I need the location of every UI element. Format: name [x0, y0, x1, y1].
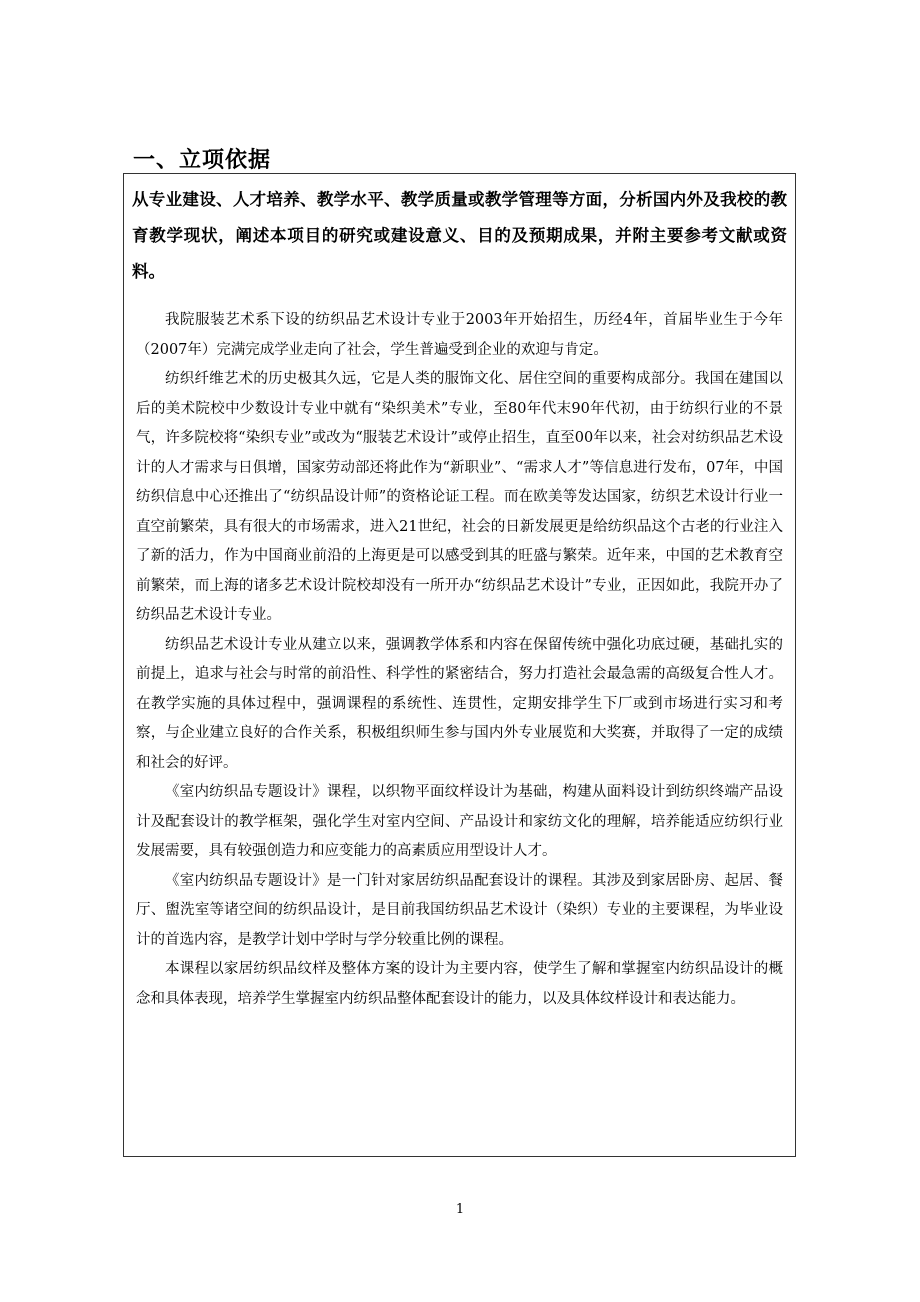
- paragraph-5: 《室内纺织品专题设计》是一门针对家居纺织品配套设计的课程。其涉及到家居卧房、起居、餐厅、盥洗室等诸空间的纺织品设计，是目前我国纺织品艺术设计（染织）专业的主要课程，为毕业设计的首选内容，是教学计划中学时与学分较重比例的课程。: [136, 872, 783, 948]
- page-number: 1: [455, 1202, 465, 1217]
- paragraph-2: 纺织纤维艺术的历史极其久远，它是人类的服饰文化、居住空间的重要构成部分。我国在建国以后的美术院校中少数设计专业中就有“染织美术”专业，至80年代末90年代初，由于纺织行业的不景气，许多院校将“染织专业”或改为“服装艺术设计”或停止招生，直至00年以来，社会对纺织品艺术设计的人才需求与日俱增，国家劳动部还将此作为“新职业”、“需求人才”等信息进行发布，07年，中国纺织信息中心还推出了“纺织品设计师”的资格论证工程。而在欧美等发达国家，纺织艺术设计行业一直空前繁荣，具有很大的市场需求，进入21世纪，社会的日新发展更是给纺织品这个古老的行业注入了新的活力，作为中国商业前沿的上海更是可以感受到其的旺盛与繁荣。近年来，中国的艺术教育空前繁荣，而上海的诸多艺术设计院校却没有一所开办“纺织品艺术设计”专业，正因如此，我院开办了纺织品艺术设计专业。: [136, 371, 783, 623]
- paragraph-6: 本课程以家居纺织品纹样及整体方案的设计为主要内容，使学生了解和掌握室内纺织品设计的概念和具体表现，培养学生掌握室内纺织品整体配套设计的能力，以及具体纹样设计和表达能力。: [136, 961, 783, 1007]
- form-box: [123, 173, 796, 1157]
- section-heading: 一、立项依据: [133, 148, 272, 173]
- paragraph-1: 我院服装艺术系下设的纺织品艺术设计专业于2003年开始招生，历经4年，首届毕业生于今年（2007年）完满完成学业走向了社会，学生普遍受到企业的欢迎与肯定。: [136, 312, 783, 358]
- paragraph-4: 《室内纺织品专题设计》课程，以织物平面纹样设计为基础，构建从面料设计到纺织终端产品设计及配套设计的教学框架，强化学生对室内空间、产品设计和家纺文化的理解，培养能适应纺织行业发展需要，具有较强创造力和应变能力的高素质应用型设计人才。: [136, 784, 783, 859]
- form-prompt: 从专业建设、人才培养、教学水平、教学质量或教学管理等方面，分析国内外及我校的教育教学现状，阐述本项目的研究或建设意义、目的及预期成果，并附主要参考文献或资料。: [132, 190, 787, 281]
- paragraph-3: 纺织品艺术设计专业从建立以来，强调教学体系和内容在保留传统中强化功底过硬，基础扎实的前提上，追求与社会与时常的前沿性、科学性的紧密结合，努力打造社会最急需的高级复合性人才。在教学实施的具体过程中，强调课程的系统性、连贯性，定期安排学生下厂或到市场进行实习和考察，与企业建立良好的合作关系，积极组织师生参与国内外专业展览和大奖赛，并取得了一定的成绩和社会的好评。: [136, 636, 783, 771]
- body-text: [124, 290, 795, 1014]
